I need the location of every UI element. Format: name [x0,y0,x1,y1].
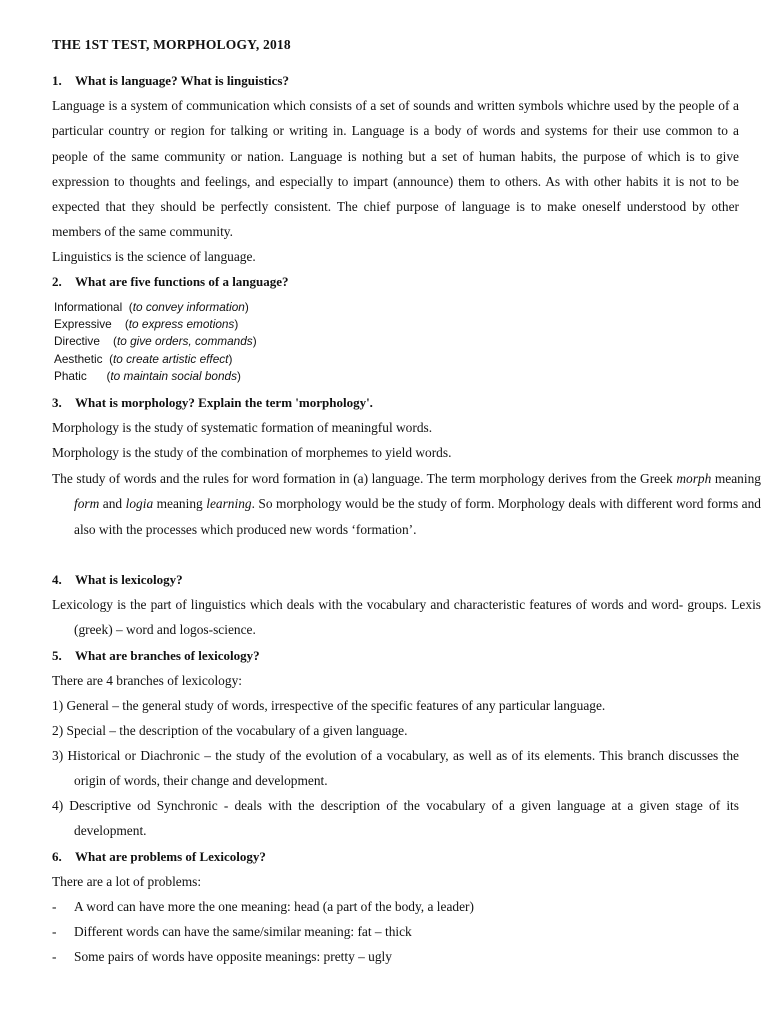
function-paren-open: ( [124,317,129,332]
morphology-definition-1: Morphology is the study of systematic formation of meaningful words. [52,420,433,435]
function-paren-open: ( [113,334,117,349]
question-5-heading [52,648,260,664]
branch-item: 4) Descriptive od Synchronic - deals with the description of the vocabulary of a given language at a given stage of its development. [52,798,739,838]
morphology-etymology [52,466,761,542]
question-3-number: 3. [52,395,62,410]
document-title: THE 1ST TEST, MORPHOLOGY, 2018 [52,37,291,52]
question-1-text: What is language? What is linguistics? [75,73,289,88]
branch-item: 3) Historical or Diachronic – the study of the evolution of a vocabulary, as well as of its elements. This branch discusses the origin of words, their change and development. [52,748,739,788]
etymology-text: and [99,496,126,512]
function-paren-open: ( [109,351,114,366]
question-4-number: 4. [52,572,62,587]
function-item [54,333,257,350]
function-item [54,299,257,316]
bullet-dash: - [52,899,57,914]
function-paren-close: ) [228,351,233,366]
problem-item [52,919,739,944]
question-6-number: 6. [52,849,62,864]
problem-text: Different words can have the same/similar meaning: fat – thick [74,924,412,939]
function-name: Informational [54,300,123,314]
function-name: Aesthetic [54,351,103,366]
function-description: to maintain social bonds [110,368,237,383]
branch-item: 2) Special – the description of the vocabulary of a given language. [52,723,408,738]
question-1-answer: Language is a system of communication which consists of a set of sounds and written symbols whichre used by the people of a particular country or region for talking or writing in. Language is a body of words and systems for their use common to a people of the same community or nation. Language is nothing but a set of human habits, the purpose of which is to give expression to thoughts and feelings, and especially to impart (announce) them to others. As with other habits it is not to be expected that they should be perfectly consistent. The chief purpose of language is to make oneself understood by other members of the same community. [52,98,739,240]
function-description: to create artistic effect [113,351,229,366]
question-1-number: 1. [52,73,62,88]
function-paren-open: ( [106,368,111,383]
question-3-text: What is morphology? Explain the term 'morphology'. [75,395,373,410]
branches-intro: There are 4 branches of lexicology: [52,673,242,688]
function-item [54,368,257,385]
question-3-heading [52,395,373,411]
function-name: Directive [54,334,100,349]
function-name: Expressive [54,317,112,332]
linguistics-definition: Linguistics is the science of language. [52,249,256,264]
function-paren-open: ( [128,300,133,314]
etymology-text: The study of words and the rules for word formation in (a) language. The term morphology derives from the Greek [52,471,677,486]
question-5-number: 5. [52,648,62,663]
question-5-text: What are branches of lexicology? [75,648,260,663]
term-logia: logia [125,496,154,512]
question-2-text: What are five functions of a language? [75,274,289,289]
function-item [54,316,257,333]
function-name: Phatic [54,368,87,383]
bullet-dash: - [52,924,57,939]
morphology-definition-2: Morphology is the study of the combination of morphemes to yield words. [52,445,452,460]
function-description: to convey information [132,300,245,314]
question-6-heading [52,849,266,865]
problem-text: A word can have more the one meaning: head (a part of the body, a leader) [74,899,474,914]
function-paren-close: ) [236,368,241,383]
function-description: to express emotions [128,317,235,332]
question-2-number: 2. [52,274,62,289]
question-2-heading [52,274,289,290]
problem-item [52,894,739,919]
functions-list [54,299,257,385]
term-form: form [74,496,100,512]
function-paren-close: ) [244,300,249,314]
branch-item: 1) General – the general study of words, irrespective of the specific features of any particular language. [52,698,606,713]
term-learning: learning [206,496,252,512]
question-6-text: What are problems of Lexicology? [75,849,266,864]
function-description: to give orders, commands [116,334,253,349]
etymology-text: . So morphology would be the study of form. Morphology deals with different word forms and also with the processes which produced new words ‘formation’. [74,496,761,537]
question-4-answer: Lexicology is the part of linguistics which deals with the vocabulary and characteristic features of words and word- groups. Lexis (greek) – word and logos-science. [52,597,761,638]
bullet-dash: - [52,949,57,964]
question-1-heading [52,73,289,89]
function-paren-close: ) [234,317,239,332]
function-item [54,351,257,368]
term-morph: morph [676,471,712,486]
etymology-text: meaning [711,471,761,486]
question-4-text: What is lexicology? [75,572,183,587]
function-paren-close: ) [252,334,257,349]
question-4-heading [52,572,183,588]
problem-item [52,944,739,969]
problems-intro: There are a lot of problems: [52,874,202,889]
problem-text: Some pairs of words have opposite meanings: pretty – ugly [74,949,392,964]
etymology-text: meaning [153,496,207,512]
